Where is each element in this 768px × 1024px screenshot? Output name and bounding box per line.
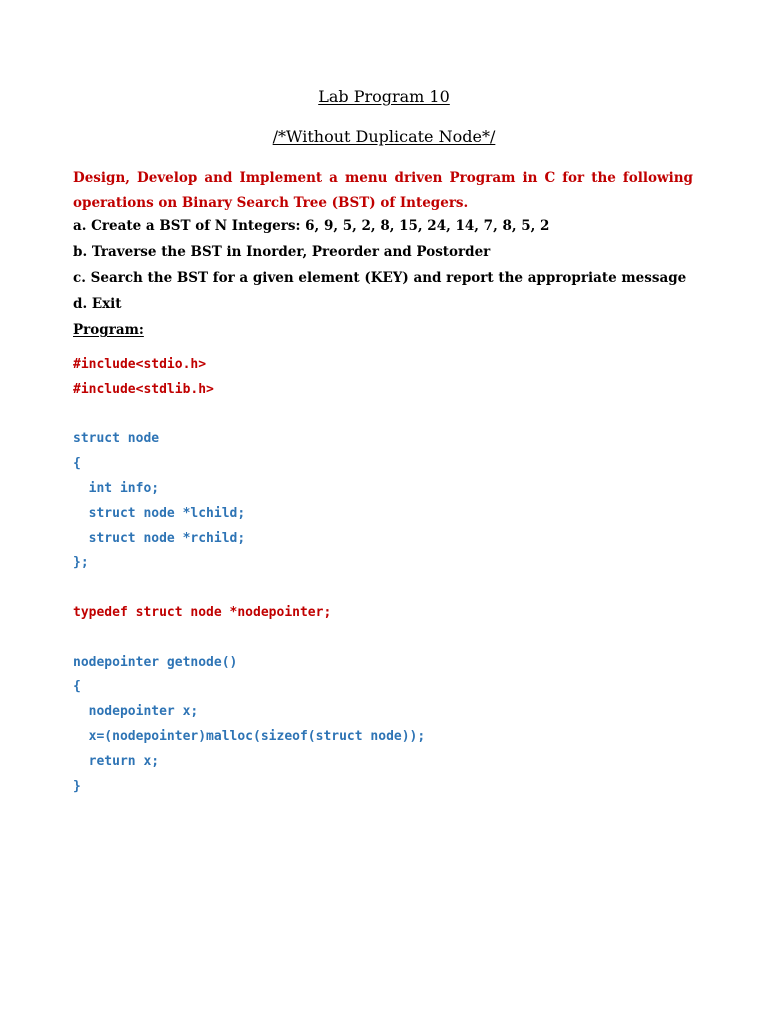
list-item-traverse: b. Traverse the BST in Inorder, Preorder and Postorder [73,244,491,260]
code-line: nodepointer getnode() [73,654,238,670]
code-line [73,576,425,601]
problem-statement: Design, Develop and Implement a menu driven Program in C for the following operations on Binary Search Tree (BST) of Integers. [73,170,693,211]
code-line: { [73,679,81,695]
code-line: #include<stdlib.h> [73,381,214,397]
page-subtitle: /*Without Duplicate Node*/ [272,127,496,146]
code-line: struct node *lchild; [73,505,246,521]
list-item-exit: d. Exit [73,296,122,312]
code-line: { [73,456,81,472]
code-line: } [73,778,81,794]
code-line: typedef struct node *nodepointer; [73,604,332,620]
code-line: nodepointer x; [73,704,199,720]
code-line: }; [73,555,89,571]
code-line: struct node *rchild; [73,530,246,546]
code-line: return x; [73,753,160,769]
list-item-create: a. Create a BST of N Integers: 6, 9, 5, 2, 8, 15, 24, 14, 7, 8, 5, 2 [73,218,550,234]
code-line [73,403,425,428]
code-line [73,626,425,651]
list-item-search: c. Search the BST for a given element (KEY) and report the appropriate message [73,270,687,286]
code-line: #include<stdio.h> [73,357,207,372]
code-line: struct node [73,431,160,447]
program-label: Program: [73,322,144,338]
code-block [73,353,425,799]
page-title: Lab Program 10 [318,87,450,106]
code-line: x=(nodepointer)malloc(sizeof(struct node)); [73,728,426,744]
code-line: int info; [73,480,160,496]
